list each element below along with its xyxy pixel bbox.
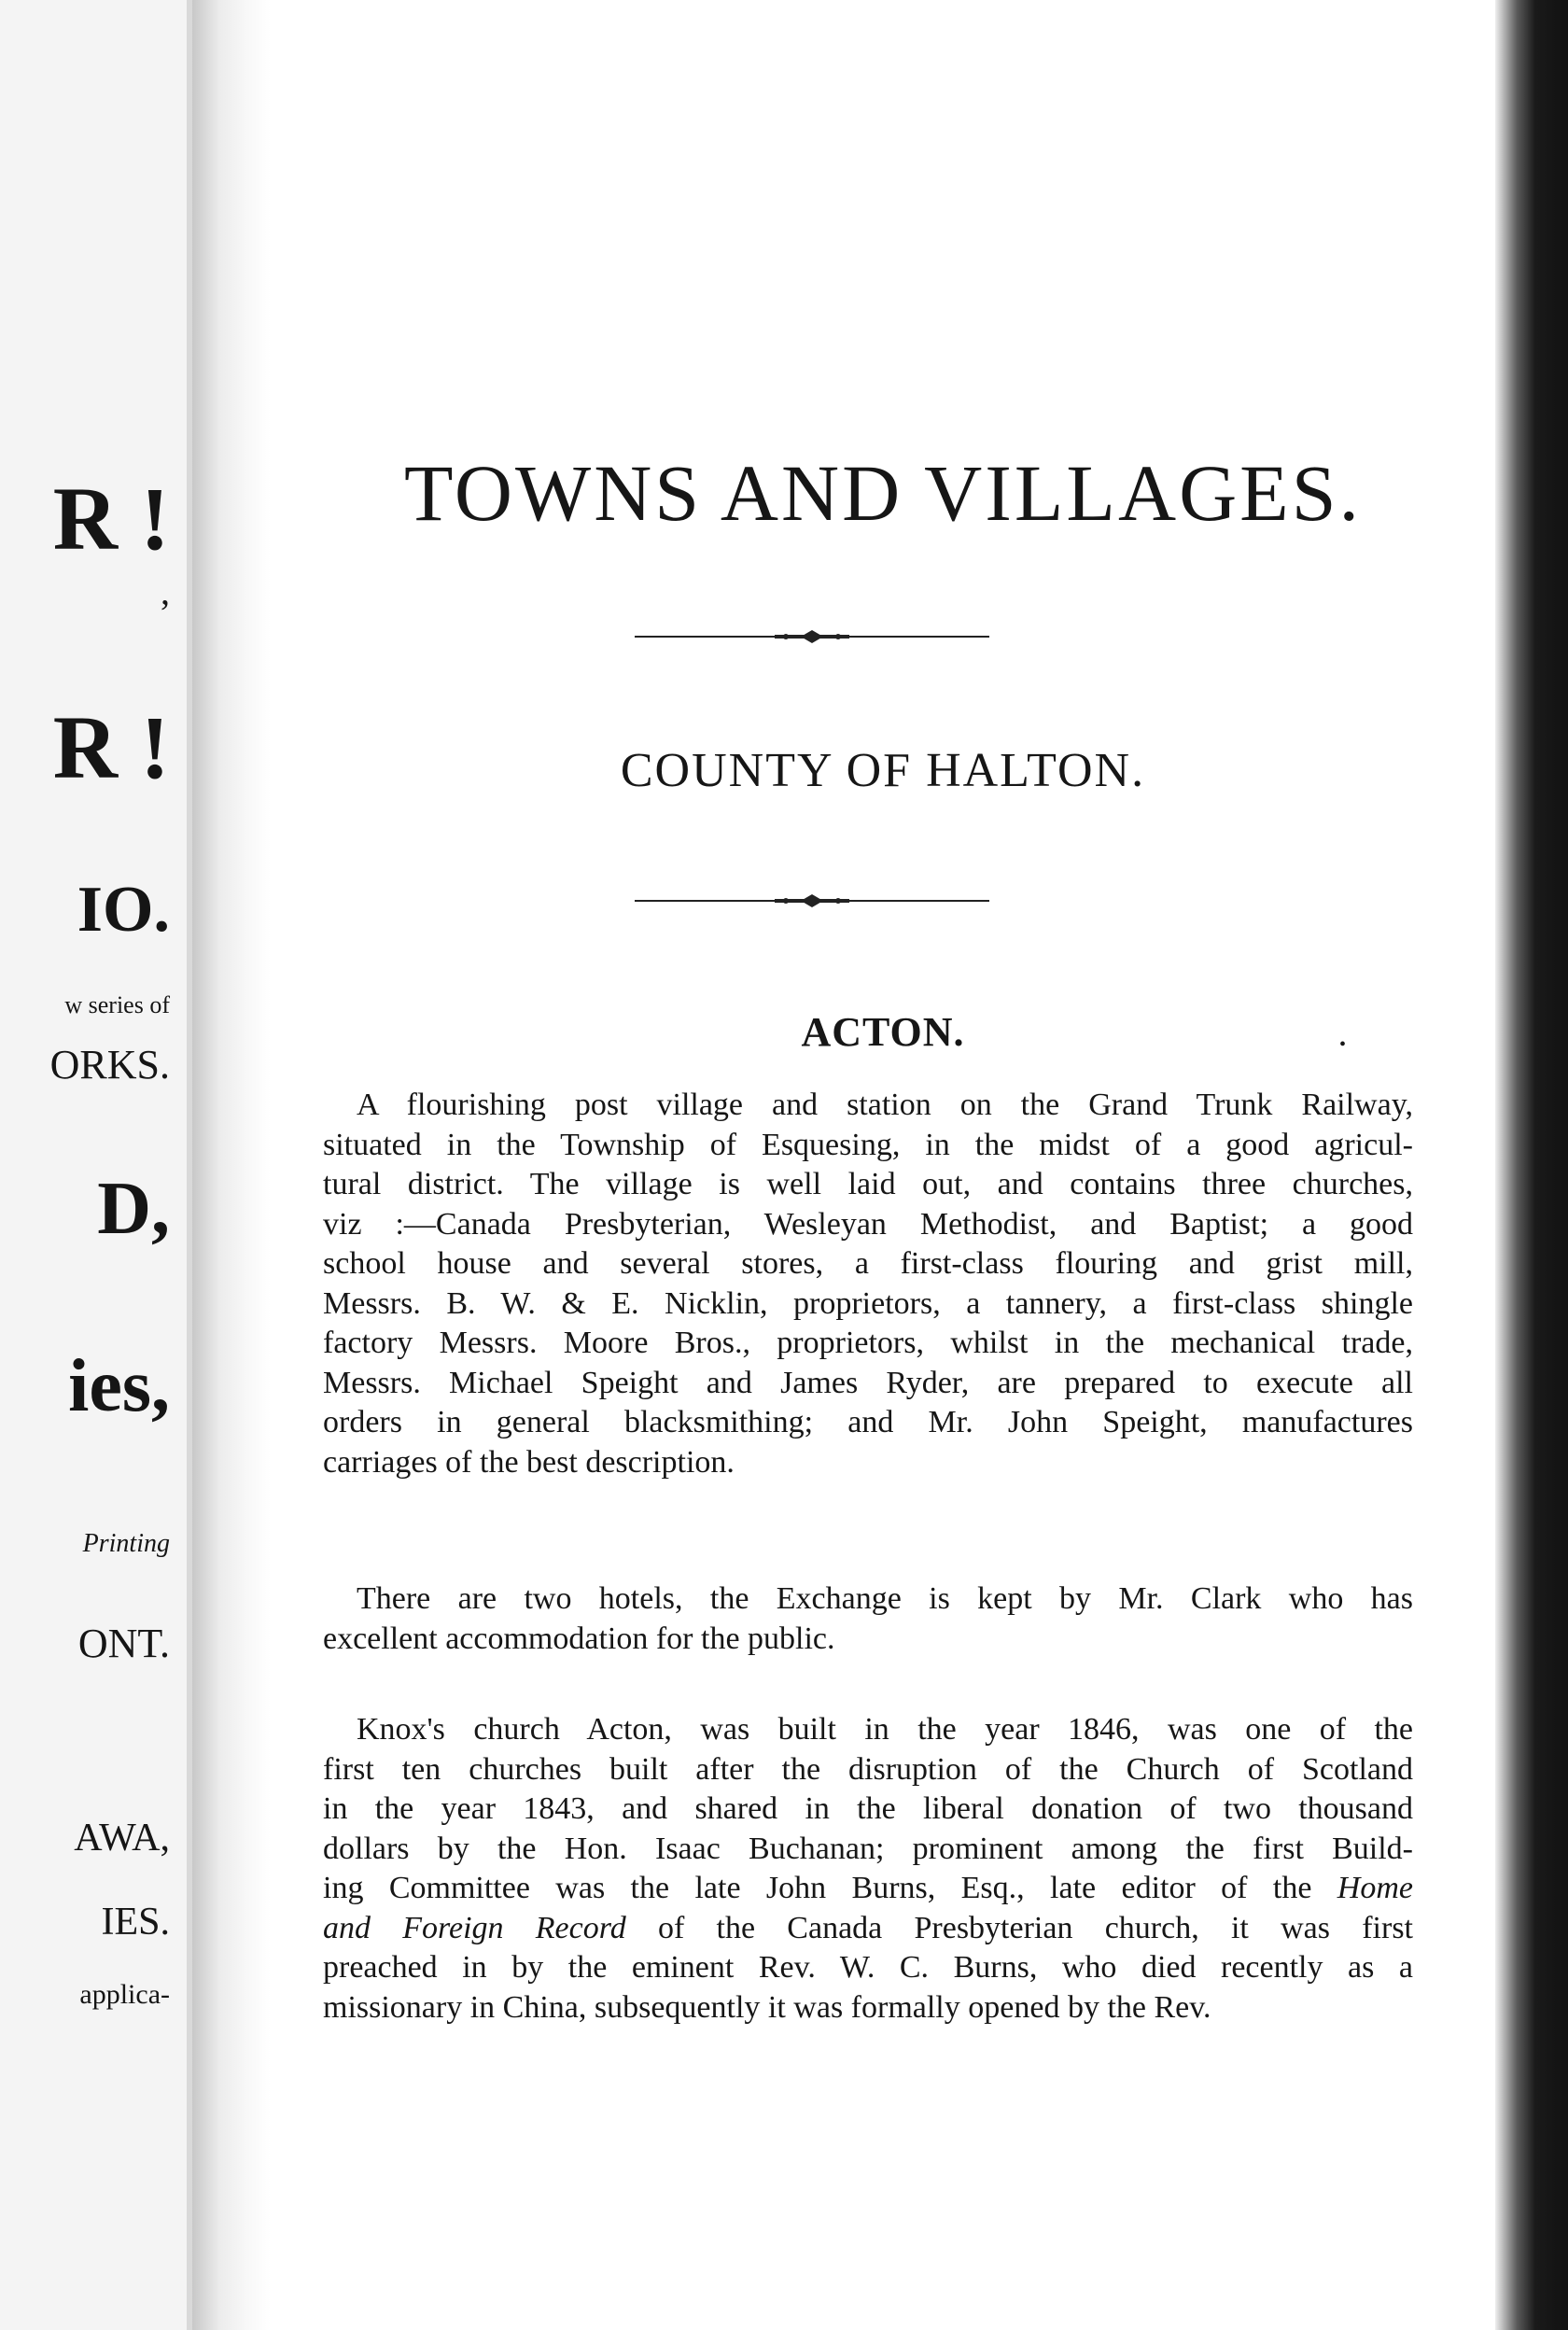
left-page-fragment: ies, [68,1345,170,1427]
left-page-fragment: ORKS. [49,1042,170,1088]
left-page-fragment: IO. [77,874,170,946]
text-line: carriages of the best description. [323,1444,735,1480]
left-page-fragment: IES. [101,1901,170,1944]
text-line: tural district. The village is well laid out, and contains three churches, [323,1167,1413,1201]
county-title: COUNTY OF HALTON. [620,744,1146,797]
left-page-fragment: AWA, [74,1817,170,1860]
paragraph-hotels [323,1579,1413,1659]
text-line: missionary in China, subsequently it was formally opened by the Rev. [323,1989,1211,2025]
text-line: There are two hotels, the Exchange is kept by Mr. Clark who has [357,1581,1413,1616]
text-line: orders in general blacksmithing; and Mr. John Speight, manufactures [323,1405,1413,1439]
left-page-fragment: D, [97,1168,170,1250]
left-facing-page [0,0,192,2330]
left-page-fragment: R ! [52,697,170,797]
paragraph-knox-church [323,1710,1413,2028]
text-line: Messrs. B. W. & E. Nicklin, proprietors, a tannery, a first-class shingle [323,1285,1413,1321]
text-line: and Foreign Record of the Canada Presbyterian church, it was first [323,1910,1413,1945]
ornamental-rule-top [635,627,989,646]
text-line: preached in by the eminent Rev. W. C. Burns, who died recently as a [323,1950,1413,1985]
left-page-fragment: ONT. [77,1621,170,1666]
text-line: situated in the Township of Esquesing, in the midst of a good agricul- [323,1127,1413,1162]
ornamental-rule-bottom [635,891,989,910]
text-line: school house and several stores, a first-class flouring and grist mill, [323,1246,1413,1281]
text-line: ing Committee was the late John Burns, Esq., late editor of the Home [323,1871,1413,1905]
section-heading-acton: ACTON. [801,1009,965,1055]
text-line: dollars by the Hon. Isaac Buchanan; prominent among the first Build- [323,1831,1413,1866]
book-edge [1495,0,1568,2330]
paragraph-acton-description [323,1086,1413,1482]
left-page-fragment: w series of [64,991,170,1018]
print-speck: • [1339,1034,1347,1055]
text-line: factory Messrs. Moore Bros., proprietors, whilst in the mechanical trade, [323,1326,1413,1360]
left-page-fragment: applica- [79,1979,170,2010]
page-title: TOWNS AND VILLAGES. [403,448,1363,538]
text-line: in the year 1843, and shared in the liberal donation of two thousand [323,1791,1413,1826]
left-page-fragment: , [161,570,170,612]
text-line: excellent accommodation for the public. [323,1621,835,1656]
book-gutter [192,0,271,2330]
left-page-fragment: R ! [52,469,170,568]
text-line: Messrs. Michael Speight and James Ryder, are prepared to execute all [323,1365,1413,1400]
text-line: Knox's church Acton, was built in the year 1846, was one of the [357,1712,1413,1747]
book-page [271,0,1495,2330]
text-line: viz :—Canada Presbyterian, Wesleyan Methodist, and Baptist; a good [323,1206,1413,1242]
text-line: A flourishing post village and station on the Grand Trunk Railway, [357,1088,1413,1122]
left-page-fragment: Printing [82,1529,170,1558]
text-line: first ten churches built after the disruption of the Church of Scotland [323,1751,1413,1787]
